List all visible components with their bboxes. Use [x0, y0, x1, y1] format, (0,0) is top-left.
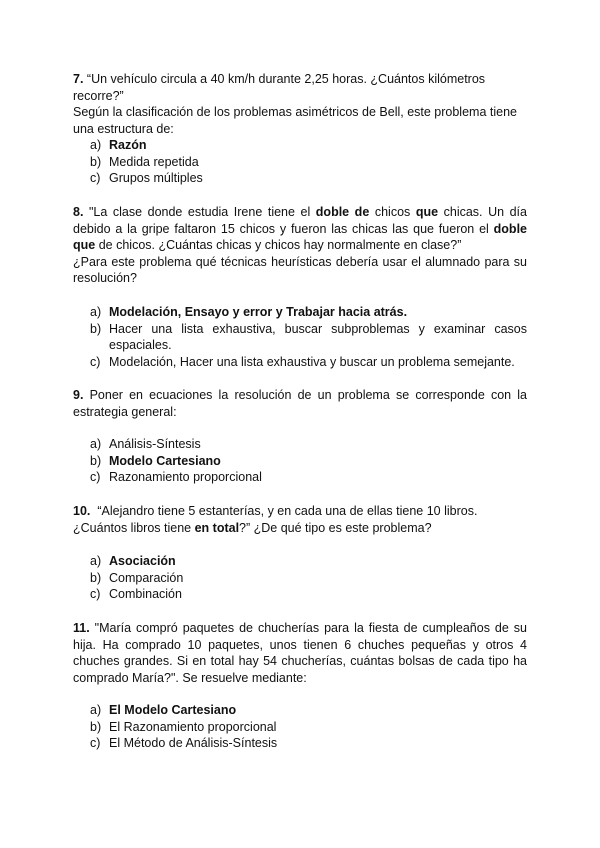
option-a: a) El Modelo Cartesiano — [90, 703, 237, 717]
question-7 — [73, 71, 527, 137]
question-number: 10. — [73, 504, 91, 518]
option-c: c) Grupos múltiples — [90, 171, 203, 185]
option-a: a) Razón — [90, 138, 147, 152]
question-number: 9. — [73, 388, 84, 402]
question-10-line1: 10. “Alejandro tiene 5 estanterías, y en cada una de ellas tiene 10 libros. — [73, 504, 478, 518]
question-8-options — [90, 304, 527, 370]
question-10-line2: ¿Cuántos libros tiene en total?” ¿De qué tipo es este problema? — [73, 520, 432, 535]
option-c: c) Modelación, Hacer una lista exhaustiva y buscar un problema semejante. — [90, 354, 515, 369]
option-c: c) Razonamiento proporcional — [90, 470, 262, 484]
option-a: a) Modelación, Ensayo y error y Trabajar hacia atrás. — [90, 305, 408, 319]
option-b: b) Medida repetida — [90, 154, 199, 169]
question-8-statement: 8. "La clase donde estudia Irene tiene el doble de chicos que chicas. Un día debido a la gripe faltaron 15 chicos y fueron las chicas las que fueron el doble que de chicos. ¿Cuántas chicas y chicos hay normalmente en clase?” — [73, 205, 527, 252]
option-b: b) Hacer una lista exhaustiva, buscar subproblemas y examinar casos espaciales. — [90, 321, 527, 352]
question-8 — [73, 204, 527, 287]
question-number: 8. — [73, 205, 84, 219]
question-11-options — [90, 702, 527, 752]
question-11-statement: 11. "María compró paquetes de chucherías para la fiesta de cumpleaños de su hija. Ha comprado 10 paquetes, unos tienen 6 chuches pequeñas y otros 4 chuches grandes. Si en total hay 54 chucherías, cuántas bolsas de cada tipo ha comprado María?". Se resuelve mediante: — [73, 621, 527, 685]
question-8-prompt: ¿Para este problema qué técnicas heurísticas debería usar el alumnado para su resolución? — [73, 254, 527, 285]
option-b: b) Modelo Cartesiano — [90, 453, 221, 468]
question-11 — [73, 620, 527, 686]
question-9-statement: 9. Poner en ecuaciones la resolución de un problema se corresponde con la estrategia general: — [73, 388, 527, 419]
question-number: 11. — [73, 621, 90, 635]
question-number: 7. — [73, 72, 84, 86]
option-c: c) El Método de Análisis-Síntesis — [90, 736, 278, 750]
question-7-options — [90, 137, 527, 187]
option-c: c) Combinación — [90, 587, 182, 601]
question-9-options — [90, 436, 527, 486]
question-7-line2: Según la clasificación de los problemas asimétricos de Bell, este problema tiene una estructura de: — [73, 105, 517, 136]
question-10-options — [90, 553, 527, 603]
question-10 — [73, 503, 527, 536]
option-b: b) El Razonamiento proporcional — [90, 719, 277, 734]
option-b: b) Comparación — [90, 570, 184, 585]
question-9 — [73, 387, 527, 420]
option-a: a) Análisis-Síntesis — [90, 437, 201, 451]
question-7-line1: 7. “Un vehículo circula a 40 km/h durante 2,25 horas. ¿Cuántos kilómetros recorre?” — [73, 72, 486, 103]
option-a: a) Asociación — [90, 554, 176, 568]
